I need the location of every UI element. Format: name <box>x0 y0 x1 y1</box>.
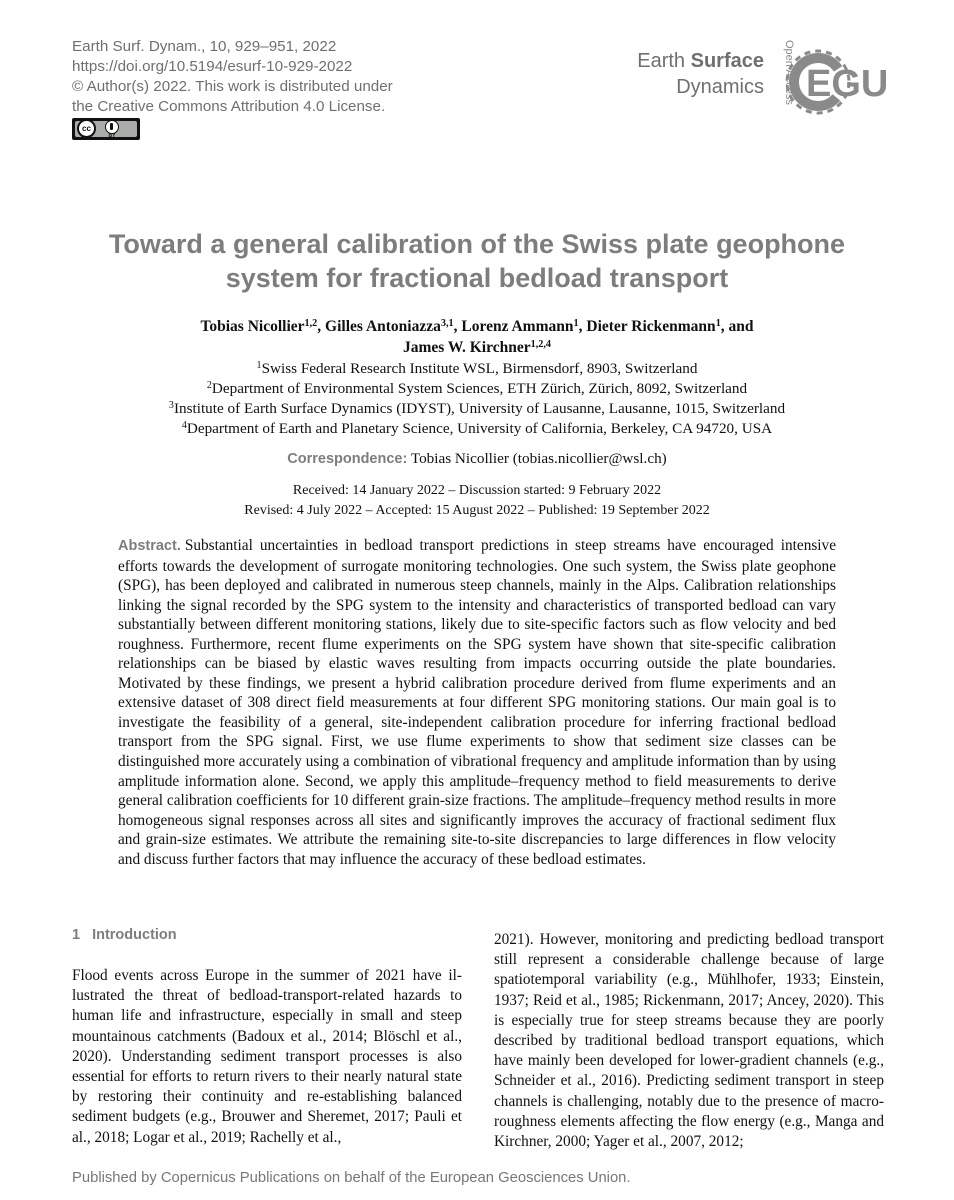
author-name: James W. Kirchner <box>402 339 531 356</box>
author-affiliation-mark: 3,1 <box>440 317 454 329</box>
journal-name-dynamics: Dynamics <box>676 76 764 98</box>
citation-block <box>72 37 393 117</box>
affiliation-text: Department of Earth and Planetary Science, University of California, Berkeley, CA 94720, USA <box>186 420 773 437</box>
correspondence-text[interactable]: Tobias Nicollier (tobias.nicollier@wsl.ch) <box>410 450 667 467</box>
affiliation <box>0 379 954 399</box>
by-label: BY <box>108 133 116 139</box>
author-affiliation-mark: 1 <box>715 317 721 329</box>
section-title: Introduction <box>92 927 177 943</box>
open-access-text: Open Access <box>783 40 795 105</box>
author-name: Gilles Antoniazza <box>325 318 441 335</box>
affiliation-list <box>0 359 954 439</box>
body-column-right: 2021). However, monitoring and predicting bedload transport still represent a considerable challenge because of large spatiotemporal variability (e.g., Mühlhofer, 1933; Einstein, 1937; Reid et al., 1985; Rickenmann, 2017; Ancey, 2020). This is especially true for steep streams because they are poorly described by traditional bedload transport equations, which have mainly been developed for lower-gradient channels (e.g., Schneider et al., 2016). Predicting sediment transport in steep channels is challenging, notably due to the presence of macro-roughness elements affecting the flow energy (e.g., Manga and Kirchner, 2000; Yager et al., 2007, 2012; <box>494 931 884 1151</box>
correspondence <box>0 449 954 469</box>
author-affiliation-mark: 1,2,4 <box>530 338 552 350</box>
author-name: Lorenz Ammann <box>461 318 574 335</box>
author-conjunction: and <box>728 318 754 335</box>
journal-citation: Earth Surf. Dynam., 10, 929–951, 2022 <box>72 38 337 55</box>
doi-link[interactable]: https://doi.org/10.5194/esurf-10-929-2022 <box>72 58 353 75</box>
cc-by-license-icon[interactable] <box>72 118 140 140</box>
author-name: Tobias Nicollier <box>200 318 305 335</box>
correspondence-label: Correspondence: <box>287 451 408 467</box>
author-affiliation-mark: 1,2 <box>304 317 318 329</box>
affiliation <box>0 399 954 419</box>
author-affiliation-mark: 1 <box>573 317 579 329</box>
paper-title-line-2: system for fractional bedload transport <box>225 263 729 293</box>
section-number: 1 <box>72 927 81 943</box>
cc-icon: cc <box>77 119 96 138</box>
journal-name-earth: Earth <box>637 50 686 72</box>
egu-logo <box>792 40 889 124</box>
affiliation-text: Swiss Federal Research Institute WSL, Birmensdorf, 8903, Switzerland <box>261 360 698 377</box>
dates-line-2: Revised: 4 July 2022 – Accepted: 15 August 2022 – Published: 19 September 2022 <box>244 503 710 518</box>
affiliation <box>0 419 954 439</box>
author-list: Tobias Nicollier$^{1,2}$, Gilles Antoniazza$^{3,1}$, Lorenz Ammann$^1$, Dieter Rickenmann$^1$, and James W. Kirchner$^{1,2,4}$ <box>200 317 754 356</box>
affiliation-number: 2 <box>206 379 212 391</box>
license-line: the Creative Commons Attribution 4.0 License. <box>72 98 386 115</box>
section-heading <box>72 927 177 943</box>
affiliation-text: Department of Environmental System Sciences, ETH Zürich, Zürich, 8092, Switzerland <box>211 380 748 397</box>
page-footer: Published by Copernicus Publications on behalf of the European Geosciences Union. <box>72 1170 631 1186</box>
affiliation-number: 3 <box>168 399 174 411</box>
paper-title-line-1: Toward a general calibration of the Swiss plate geophone <box>108 229 846 259</box>
attribution-person-icon <box>105 120 119 134</box>
dates-line-1: Received: 14 January 2022 – Discussion started: 9 February 2022 <box>292 483 662 498</box>
journal-name <box>637 48 764 100</box>
abstract-text: Substantial uncertainties in bedload transport predictions in steep streams have encouraged intensive efforts towards the development of surrogate monitoring technologies. One such system, the Swiss plate geophone (SPG), has been deployed and calibrated in numerous steep channels, mainly in the Alps. Calibration relationships linking the signal recorded by the SPG system to the intensity and characteristics of transported bedload can vary substantially between different monitoring stations, likely due to site-specific factors such as flow velocity and bed roughness. Furthermore, recent flume experiments on the SPG system have shown that site-specific calibration relationships can be biased by elastic waves resulting from impacts occurring outside the plate boundaries. Motivated by these findings, we present a hybrid calibration procedure derived from flume experiments and an extensive dataset of 308 direct field measurements at four different SPG monitoring stations. Our main goal is to investigate the feasibility of a general, site-independent calibration procedure for inferring fractional bedload transport from the SPG signal. First, we use flume experiments to show that sediment size classes can be distinguished more accurately using a combination of vibrational frequency and amplitude information than by using amplitude information alone. Second, we apply this amplitude–frequency method to field measurements to derive general calibration coefficients for 10 different grain-size fractions. The amplitude–frequency method results in more homogeneous signal responses across all sites and significantly improves the accuracy of fractional sediment flux and grain-size estimates. We attribute the remaining site-to-site discrepancies to large differences in flow velocity and discuss further factors that may influence the accuracy of these bedload estimates. <box>118 537 836 868</box>
egu-logo-text: EGU <box>806 63 889 105</box>
author-name: Dieter Rickenmann <box>586 318 716 335</box>
paper-title <box>0 227 954 295</box>
abstract-label: Abstract. <box>118 538 181 554</box>
affiliation-number: 1 <box>256 359 262 371</box>
affiliation <box>0 359 954 379</box>
copyright-line: © Author(s) 2022. This work is distributed under <box>72 78 393 95</box>
affiliation-text: Institute of Earth Surface Dynamics (IDYST), University of Lausanne, Lausanne, 1015, Switzerland <box>173 400 786 417</box>
abstract <box>118 536 836 869</box>
journal-name-surface: Surface <box>690 50 764 72</box>
publication-dates <box>0 481 954 521</box>
body-column-left: Flood events across Europe in the summer of 2021 have illustrated the threat of bedload-transport-related hazards to human life and infrastructure, especially in small and steep mountainous catchments (Badoux et al., 2014; Blöschl et al., 2020). Understanding sediment transport processes is also essential for efforts to return rivers to their nearly natural state by restoring their continuity and re-establishing balanced sediment budgets (e.g., Brouwer and Sheremet, 2017; Pauli et al., 2018; Logar et al., 2019; Rachelly et al., <box>72 967 462 1146</box>
open-access-label <box>776 38 795 128</box>
affiliation-number: 4 <box>181 419 187 431</box>
